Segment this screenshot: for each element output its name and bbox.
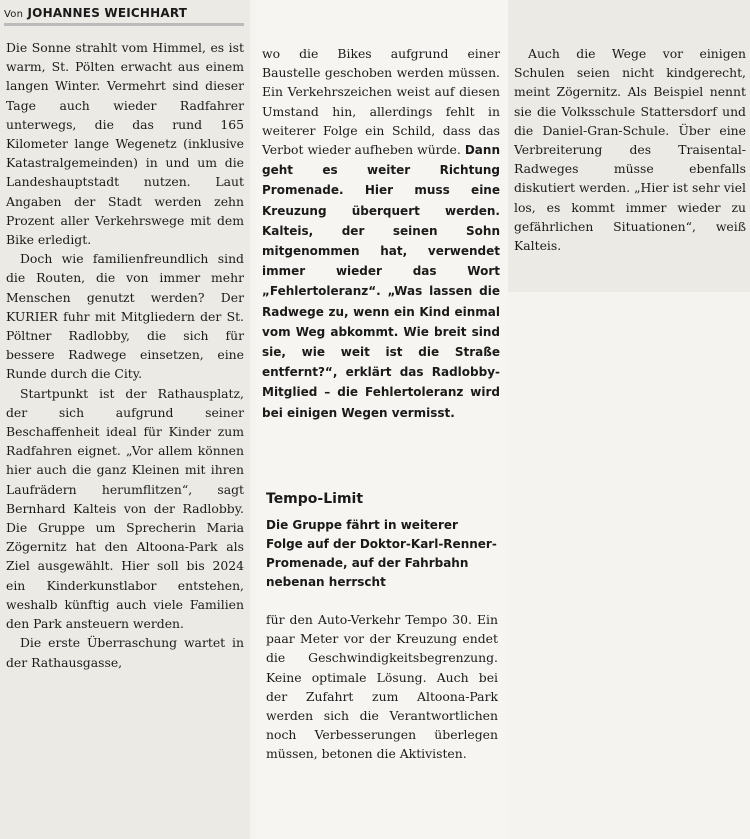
paragraph-bold-text: Dann geht es weiter Richtung Promenade. Hier muss eine Kreuzung überquert werden. Kalteis, der seinen Sohn mitgenommen hat, verwendet immer wieder das Wort „Fehlertoleranz“. „Was lassen die Radwege zu, wenn ein Kind einmal vom Weg abkommt. Wie breit sind sie, wie weit ist die Straße entfernt?“, erklärt das Radlobby-Mitglied – die Fehlertoleranz wird bei einigen Wegen vermisst. [262, 143, 500, 420]
paragraph: Startpunkt ist der Rathausplatz, der sich aufgrund seiner Beschaffenheit ideal für Kinder zum Radfahren eignet. „Vor allem können hier auch die ganz Kleinen mit ihren Laufrädern herumflitzen“, sagt Bernhard Kalteis von der Radlobby. Die Gruppe um Sprecherin Maria Zögernitz hat den Altoona-Park als Ziel ausgewählt. Hier soll bis 2024 ein Kinderkunstlabor entstehen, weshalb künftig auch viele Familien den Park ansteuern werden. [6, 385, 244, 632]
paragraph: für den Auto-Verkehr Tempo 30. Ein paar Meter vor der Kreuzung endet die Geschwindigkeitsbegrenzung. Keine optimale Lösung. Auch bei der Zufahrt zum Altoona-Park werden sich die Verantwortlichen noch Verbesserungen überlegen müssen, betonen die Aktivisten. [266, 612, 498, 762]
article-column-1 [6, 38, 244, 672]
article-column-2-end [266, 610, 498, 764]
byline-prefix: Von [4, 9, 24, 20]
paragraph: Die Sonne strahlt vom Himmel, es ist warm, St. Pölten erwacht aus einem langen Winter. Vermehrt sind dieser Tage auch wieder Radfahrer unterwegs, die das rund 165 Kilometer lange Wegenetz (inklusive Katastralgemeinden) in und um die Landeshauptstadt nutzen. Laut Angaben der Stadt werden zehn Prozent aller Verkehrswege mit dem Bike erledigt. [6, 40, 244, 248]
paragraph [262, 44, 500, 423]
lead-text: Die Gruppe fährt in weiterer Folge auf der Doktor-Karl-Renner-Promenade, auf der Fahrbahn nebenan herrscht [266, 518, 497, 589]
paragraph: Die erste Überraschung wartet in der Rathausgasse, [6, 635, 244, 670]
paragraph-text: wo die Bikes aufgrund einer Baustelle geschoben werden müssen. Ein Verkehrszeichen weist auf diesen Umstand hin, allerdings fehlt in weiterer Folge ein Schild, dass das Verbot wieder aufheben würde. [262, 46, 500, 158]
paragraph: Auch die Wege vor einigen Schulen seien nicht kindgerecht, meint Zögernitz. Als Beispiel nennt sie die Volksschule Stattersdorf und die Daniel-Gran-Schule. Über eine Verbreiterung des Traisental-Radweges müsse ebenfalls diskutiert werden. „Hier ist sehr viel los, es kommt immer wieder zu gefährlichen Situationen“, weiß Kalteis. [514, 46, 746, 254]
article-column-3 [514, 44, 746, 255]
byline [4, 6, 244, 26]
subheading: Tempo-Limit [266, 491, 364, 507]
byline-author: JOHANNES WEICHHART [27, 6, 188, 20]
article-column-2 [262, 44, 500, 423]
paragraph: Doch wie familienfreundlich sind die Routen, die von immer mehr Menschen genutzt werden? Der KURIER fuhr mit Mitgliedern der St. Pöltner Radlobby, die sich für bessere Radwege einsetzen, eine Runde durch die City. [6, 251, 244, 382]
